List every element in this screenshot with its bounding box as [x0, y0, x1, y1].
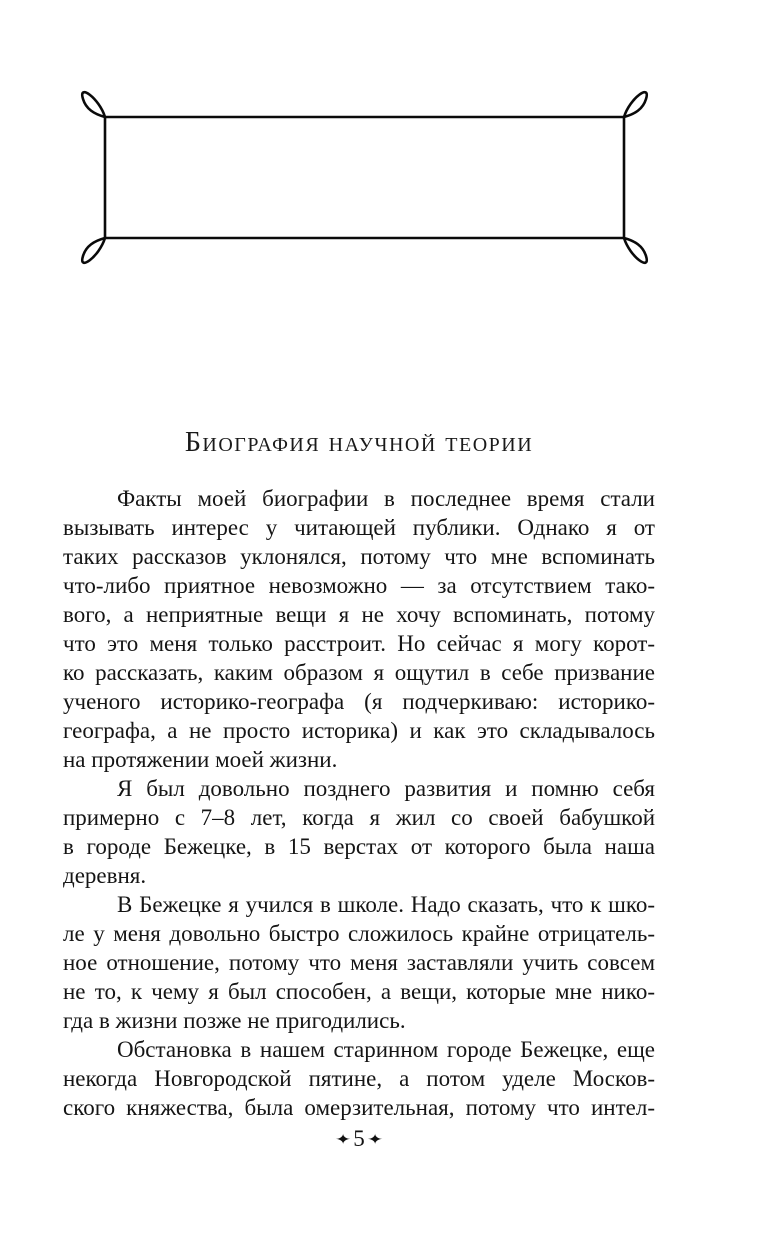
text-line: ное отношение, потому что меня заставляли учить совсем [63, 950, 655, 975]
text-line: не то, к чему я был способен, а вещи, которые мне нико- [63, 979, 655, 1004]
text-line: географа, а не просто историка) и как это складывалось [63, 718, 655, 743]
chapter-title: Биография научной теории [184, 427, 534, 458]
frame-loop-bottom-right [624, 238, 647, 263]
paragraph [63, 484, 655, 774]
page-footer [63, 1126, 655, 1152]
text-line: вого, а неприятные вещи я не хочу вспоминать, потому [63, 602, 655, 627]
text-line: в городе Бежецке, в 15 верстах от которого была наша [63, 834, 655, 859]
text-line: Обстановка в нашем старинном городе Бежецке, еще [117, 1037, 655, 1062]
text-line: ского княжества, была омерзительная, потому что интел- [63, 1095, 655, 1120]
footer-ornament-right-icon: ✦ [366, 1131, 384, 1149]
text-line: таких рассказов уклонялся, потому что мне вспоминать [63, 544, 655, 569]
paragraph [63, 890, 655, 1035]
text-line: деревня. [63, 863, 147, 888]
footer-ornament-left-icon: ✦ [334, 1131, 352, 1149]
paragraph [63, 1035, 655, 1122]
text-line: что это меня только расстроит. Но сейчас я могу корот- [63, 631, 655, 656]
frame-rectangle [105, 117, 624, 238]
text-line: на протяжении моей жизни. [63, 747, 338, 772]
text-line: некогда Новгородской пятине, а потом уделе Москов- [63, 1066, 655, 1091]
body-text [63, 484, 655, 1122]
text-line: Факты моей биографии в последнее время стали [117, 486, 655, 511]
paragraph [63, 774, 655, 890]
text-line: ле у меня довольно быстро сложилось крайне отрицатель- [63, 921, 655, 946]
decorative-frame [0, 0, 768, 300]
text-line: Я был довольно позднего развития и помню себя [117, 776, 655, 801]
text-line: примерно с 7–8 лет, когда я жил со своей бабушкой [63, 805, 655, 830]
text-line: ученого историко-географа (я подчеркиваю: историко- [63, 689, 655, 714]
text-line: гда в жизни позже не пригодились. [63, 1008, 406, 1033]
text-line: В Бежецке я учился в школе. Надо сказать, что к шко- [117, 892, 655, 917]
text-line: ко рассказать, каким образом я ощутил в себе призвание [63, 660, 655, 685]
frame-loop-top-right [624, 92, 647, 117]
text-line: что-либо приятное невозможно — за отсутствием тако- [63, 573, 655, 598]
frame-loop-top-left [82, 92, 105, 117]
page-number: 5 [353, 1126, 365, 1151]
frame-loop-bottom-left [82, 238, 105, 263]
text-line: вызывать интерес у читающей публики. Однако я от [63, 515, 655, 540]
